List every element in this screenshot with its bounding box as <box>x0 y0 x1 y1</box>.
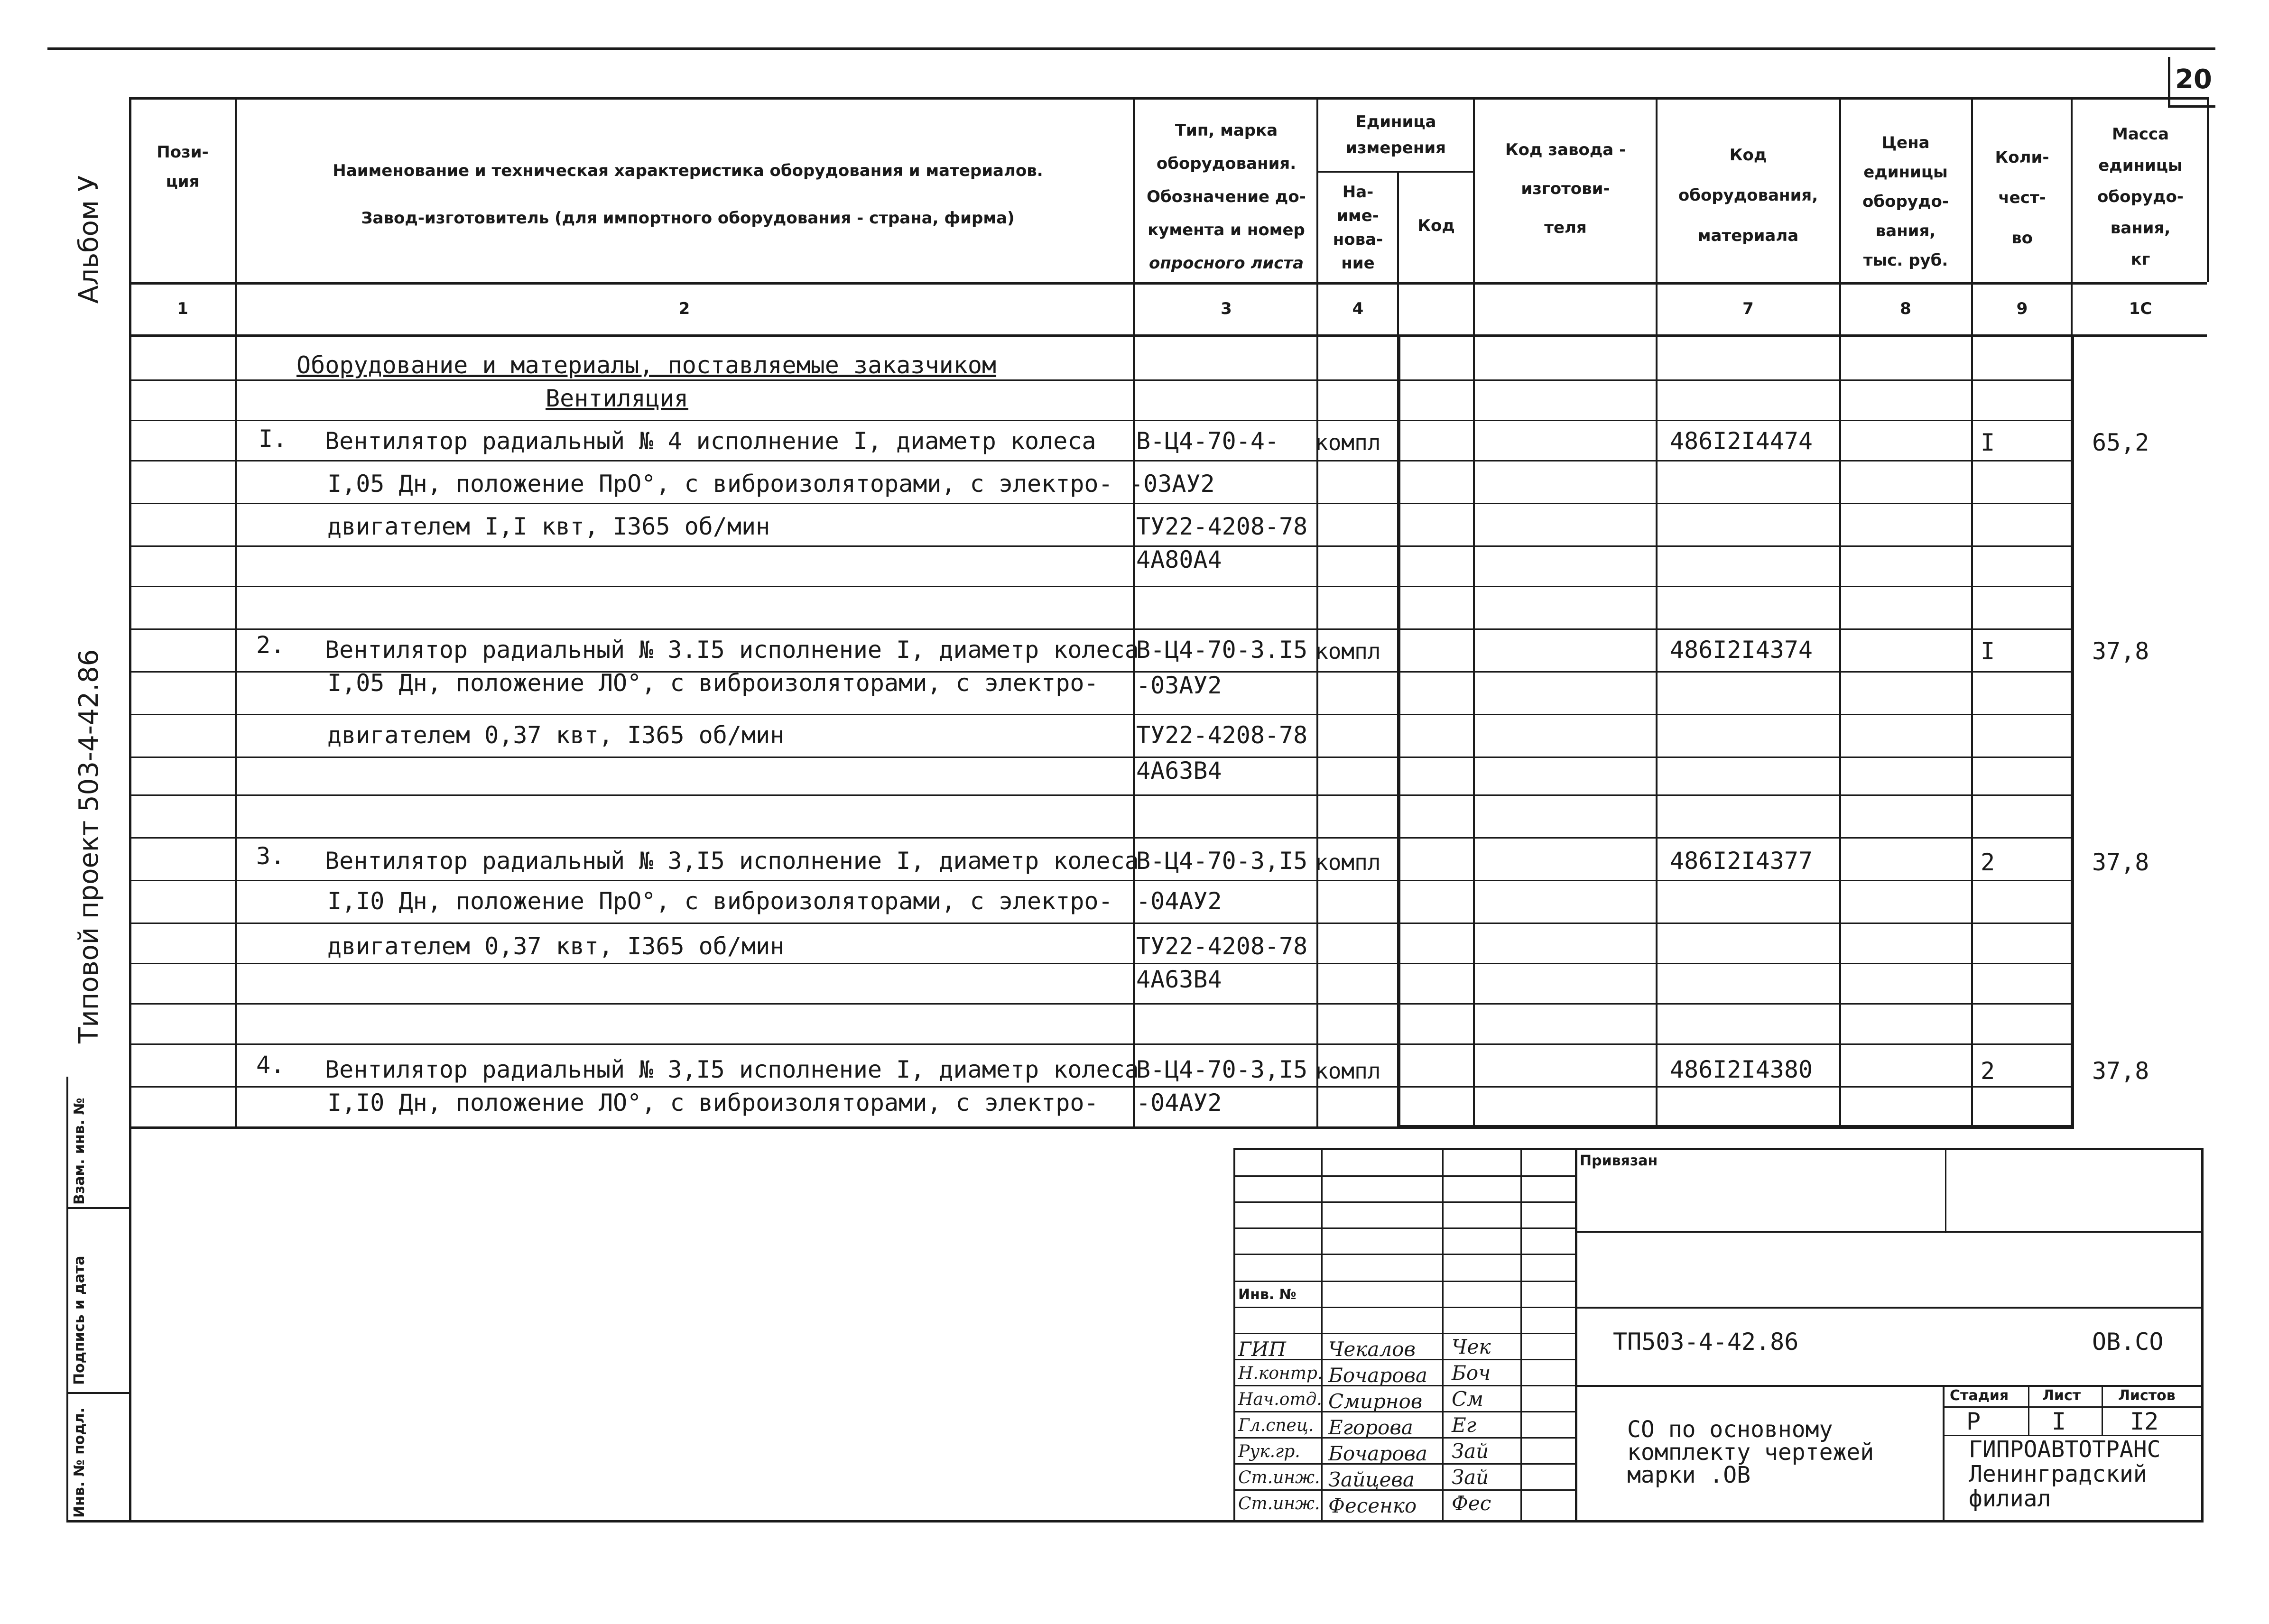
col-sep-8 <box>1971 97 1973 1129</box>
colnum-3: 3 <box>1221 299 1232 318</box>
hdr-unit-l2: измерения <box>1346 138 1446 157</box>
item-qty: 2 <box>1981 849 1995 876</box>
row-line <box>129 757 2072 758</box>
row-line <box>129 794 2072 796</box>
hdr-unit-group <box>1319 109 1473 161</box>
doc-description-line: комплекту чертежей <box>1627 1439 1874 1466</box>
tb-tied-bottom <box>1575 1231 2204 1233</box>
item-desc-line: I,I0 Дн, положение ЛО°, с виброизоляторами, с электро- <box>327 1089 1099 1116</box>
hdr-type-l3: Обозначение до- <box>1147 187 1306 206</box>
signer-signature: Фес <box>1452 1492 1491 1515</box>
item-type-line: В-Ц4-70-3,I5 <box>1136 847 1308 875</box>
hdr-type-l2: оборудования. <box>1156 154 1297 173</box>
tb-inv-label: Инв. № <box>1238 1286 1297 1303</box>
hdr-qty-l2: чест- <box>1998 188 2046 207</box>
tb-left <box>1233 1148 1235 1522</box>
hdr-unit-name-l3: нова- <box>1333 230 1383 249</box>
unit-sub-line <box>1316 171 1473 173</box>
item-desc-line: I,05 Дн, положение ЛО°, с виброизоляторами, с электро- <box>327 669 1099 697</box>
signer-role: Н.контр. <box>1238 1364 1323 1383</box>
section-subtitle: Вентиляция <box>546 385 689 412</box>
tb-tied-sep <box>1945 1148 1946 1233</box>
hdr-name-l2: Завод-изготовитель (для импортного оборудования - страна, фирма) <box>361 209 1015 228</box>
item-type-line: ТУ22-4208-78 <box>1136 721 1308 749</box>
hdr-price-l4: вания, <box>1875 221 1936 240</box>
hdr-price-l2: единицы <box>1863 163 1948 182</box>
album-label: Альбом У <box>74 175 104 304</box>
doc-description <box>1627 1418 1874 1486</box>
heavy-block-left <box>1397 337 1400 1129</box>
hdr-unit-name-l4: ние <box>1341 254 1375 273</box>
stamp-sep-2 <box>66 1392 130 1394</box>
signer-signature: Боч <box>1452 1361 1491 1384</box>
doc-code: ТП503-4-42.86 <box>1613 1328 1799 1356</box>
hdr-equip-l2: оборудования, <box>1678 186 1818 205</box>
signer-signature: Зай <box>1452 1439 1489 1463</box>
colnum-1: 1 <box>177 299 188 318</box>
hdr-mass-l5: кг <box>2130 250 2150 269</box>
tb-row <box>1233 1333 1575 1334</box>
signer-name: Бочарова <box>1328 1442 1427 1465</box>
row-line <box>129 714 2072 715</box>
item-type-line: -04АУ2 <box>1136 1089 1222 1116</box>
item-desc-line: Вентилятор радиальный № 3.I5 исполнение I, диаметр колеса <box>325 636 1139 664</box>
signer-role: Нач.отд. <box>1238 1390 1322 1409</box>
row-line <box>129 1086 2072 1088</box>
hdr-factory-l1: Код завода - <box>1505 140 1626 159</box>
tb-row <box>1233 1201 1575 1203</box>
hdr-type-l1: Тип, марка <box>1175 121 1278 140</box>
row-line <box>129 503 2072 504</box>
item-unit: компл <box>1315 638 1381 664</box>
item-type-line: -03АУ2 <box>1136 672 1222 699</box>
hdr-name-l1: Наименование и техническая характеристика оборудования и материалов. <box>333 161 1043 180</box>
row-line <box>129 460 2072 461</box>
signer-name: Егорова <box>1328 1416 1413 1439</box>
signer-role: Гл.спец. <box>1238 1416 1314 1435</box>
colnum-9: 9 <box>2016 299 2028 318</box>
item-position: 4. <box>256 1051 285 1079</box>
hdr-mass-l1: Масса <box>2112 125 2169 144</box>
tb-tied-label: Привязан <box>1580 1153 1658 1169</box>
signer-role: Ст.инж. <box>1238 1494 1320 1513</box>
item-type-line: 4А63В4 <box>1136 966 1222 993</box>
item-type-line: ТУ22-4208-78 <box>1136 513 1308 540</box>
colnum-2: 2 <box>678 299 690 318</box>
signer-name: Бочарова <box>1328 1364 1427 1387</box>
tb-org-sep <box>1943 1385 1945 1522</box>
colnum-8: 8 <box>1900 299 1911 318</box>
hdr-mass-l2: единицы <box>2098 156 2183 175</box>
org-line: филиал <box>1969 1486 2051 1512</box>
hdr-quantity <box>1973 138 2071 258</box>
row-line <box>129 923 2072 924</box>
row-line <box>129 586 2072 587</box>
hdr-type-l5: опросного листа <box>1148 254 1304 273</box>
signer-signature: Ег <box>1452 1413 1476 1437</box>
doc-description-line: СО по основному <box>1627 1416 1833 1443</box>
item-desc-line: Вентилятор радиальный № 4 исполнение I, диаметр колеса <box>325 427 1096 455</box>
item-qty: I <box>1981 429 1995 456</box>
tb-stage-sep-1 <box>2028 1385 2029 1435</box>
sheet-value: I <box>2052 1408 2066 1435</box>
tb-code-bottom <box>1575 1385 2204 1387</box>
signer-signature: Чек <box>1452 1335 1491 1358</box>
item-type-line: ТУ22-4208-78 <box>1136 932 1308 960</box>
row-line <box>129 1043 2072 1045</box>
signer-name: Фесенко <box>1328 1494 1417 1517</box>
hdr-unit-l1: Единица <box>1355 112 1436 131</box>
page-number: 20 <box>2175 64 2212 95</box>
row-line <box>129 837 2072 839</box>
numbers-bottom <box>129 334 2207 337</box>
hdr-price-l5: тыс. руб. <box>1863 251 1948 270</box>
left-frame-line <box>129 97 131 1522</box>
item-desc-line: I,05 Дн, положение ПрО°, с виброизоляторами, с электро- <box>327 470 1113 498</box>
hdr-unit-name-l1: На- <box>1342 183 1374 202</box>
item-desc-line: I,I0 Дн, положение ПрО°, с виброизоляторами, с электро- <box>327 887 1113 915</box>
col-sep-3 <box>1316 97 1318 1129</box>
hdr-type-l4: кумента и номер <box>1148 221 1305 240</box>
signer-signature: См <box>1452 1387 1483 1411</box>
item-desc-line: Вентилятор радиальный № 3,I5 исполнение I, диаметр колеса <box>325 847 1139 875</box>
hdr-qty-l3: во <box>2011 229 2033 248</box>
tb-row <box>1233 1227 1575 1229</box>
tb-mid <box>1575 1148 1577 1522</box>
colnum-4: 4 <box>1352 299 1364 318</box>
sheet-label: Лист <box>2042 1387 2081 1404</box>
hdr-position-l1: Пози- <box>157 143 209 162</box>
hdr-qty-l1: Коли- <box>1995 148 2049 167</box>
item-position: 3. <box>256 842 285 870</box>
hdr-position <box>142 138 223 196</box>
item-type-line: 4А63В4 <box>1136 757 1222 784</box>
item-mass: 65,2 <box>2092 429 2149 456</box>
item-code: 486I2I4374 <box>1670 636 1813 664</box>
tb-sub-1 <box>1321 1148 1323 1522</box>
row-line <box>129 628 2072 630</box>
item-code: 486I2I4377 <box>1670 847 1813 875</box>
tb-row <box>1233 1281 1575 1282</box>
item-type-line: В-Ц4-70-3.I5 <box>1136 636 1308 664</box>
row-line <box>129 545 2072 547</box>
hdr-mass <box>2074 119 2207 275</box>
item-qty: 2 <box>1981 1057 1995 1085</box>
stage-value: Р <box>1966 1408 1981 1435</box>
item-desc-line: Вентилятор радиальный № 3,I5 исполнение I, диаметр колеса <box>325 1056 1139 1083</box>
item-unit: компл <box>1315 1058 1381 1084</box>
col-sep-1 <box>235 97 237 1129</box>
bottom-frame <box>66 1520 2204 1522</box>
col-sep-2 <box>1133 97 1135 1129</box>
header-bottom <box>129 282 2207 285</box>
hdr-mass-l4: вания, <box>2110 219 2171 238</box>
colnum-7: 7 <box>1742 299 1754 318</box>
hdr-equipment-code <box>1658 135 1838 256</box>
hdr-price-l1: Цена <box>1881 133 1930 152</box>
left-stamp-line <box>66 1077 68 1522</box>
colnum-10: 1С <box>2129 299 2152 318</box>
tb-row <box>1233 1307 1575 1308</box>
col-sep-10 <box>2207 97 2209 282</box>
hdr-equip-l3: материала <box>1697 226 1799 245</box>
item-type-line: 4А80А4 <box>1136 546 1222 573</box>
stamp-sep-1 <box>66 1207 130 1209</box>
item-type-line: -04АУ2 <box>1136 887 1222 915</box>
col-sep-6 <box>1656 97 1658 1129</box>
signer-name: Чекалов <box>1328 1338 1416 1361</box>
tb-stage-sep-2 <box>2102 1385 2103 1435</box>
signer-name: Зайцева <box>1328 1468 1415 1491</box>
item-type-line: В-Ц4-70-3,I5 <box>1136 1056 1308 1083</box>
item-qty: I <box>1981 637 1995 665</box>
tb-sub-3 <box>1520 1148 1522 1522</box>
tb-row <box>1233 1254 1575 1255</box>
right-frame-line <box>2201 1148 2204 1522</box>
doc-mark: ОВ.СО <box>2092 1328 2164 1356</box>
stamp-inv-podl: Инв. № подл. <box>71 1407 88 1518</box>
heavy-block-bottom <box>1397 1125 2074 1128</box>
row-line <box>129 963 2072 964</box>
col-sep-7 <box>1839 97 1841 1129</box>
item-mass: 37,8 <box>2092 1057 2149 1085</box>
stamp-signature-date: Подпись и дата <box>71 1255 88 1385</box>
row-line <box>129 1003 2072 1005</box>
hdr-equip-l1: Код <box>1729 146 1767 165</box>
hdr-unit-name <box>1319 180 1397 275</box>
item-type-line: В-Ц4-70-4- <box>1136 427 1279 455</box>
tb-row <box>1233 1175 1575 1177</box>
item-desc-line: двигателем 0,37 квт, I365 об/мин <box>327 721 785 749</box>
item-position: I. <box>259 425 287 452</box>
item-mass: 37,8 <box>2092 637 2149 665</box>
hdr-mass-l3: оборудо- <box>2097 187 2184 206</box>
hdr-price-l3: оборудо- <box>1862 192 1949 211</box>
item-code: 486I2I4474 <box>1670 427 1813 455</box>
item-unit: компл <box>1315 849 1381 875</box>
item-unit: компл <box>1315 430 1381 455</box>
hdr-unit-name-l2: име- <box>1337 206 1379 225</box>
tb-code-top <box>1575 1307 2204 1309</box>
stage-label: Стадия <box>1950 1387 2009 1404</box>
tb-stage-label-bottom <box>1943 1406 2204 1408</box>
hdr-type <box>1136 114 1316 280</box>
heavy-block-right <box>2071 337 2074 1129</box>
signer-role: Рук.гр. <box>1238 1442 1300 1461</box>
signer-name: Смирнов <box>1328 1390 1423 1413</box>
signer-role: ГИП <box>1238 1338 1287 1361</box>
stamp-vzam-inv: Взам. инв. № <box>71 1098 88 1205</box>
hdr-factory-code <box>1475 130 1656 247</box>
hdr-factory-l3: теля <box>1544 218 1587 237</box>
top-border <box>47 47 2215 50</box>
signer-signature: Зай <box>1452 1466 1489 1489</box>
signer-role: Ст.инж. <box>1238 1468 1320 1487</box>
tb-top <box>1233 1148 2204 1150</box>
item-type-line: -03АУ2 <box>1129 470 1215 498</box>
hdr-unit-code: Код <box>1417 216 1455 235</box>
item-code: 486I2I4380 <box>1670 1056 1813 1083</box>
row-line <box>129 880 2072 881</box>
org-line: ГИПРОАВТОТРАНС <box>1969 1436 2161 1463</box>
item-mass: 37,8 <box>2092 849 2149 876</box>
row-line <box>129 379 2072 381</box>
hdr-factory-l2: изготови- <box>1521 179 1610 198</box>
hdr-name <box>247 147 1129 242</box>
item-desc-line: двигателем 0,37 квт, I365 об/мин <box>327 932 785 960</box>
organization <box>1969 1437 2161 1511</box>
col-sep-5 <box>1473 97 1475 1129</box>
item-position: 2. <box>256 631 285 659</box>
sheets-label: Листов <box>2118 1387 2176 1404</box>
hdr-position-l2: ция <box>166 172 200 191</box>
org-line: Ленинградский <box>1969 1461 2147 1487</box>
sheets-value: I2 <box>2130 1408 2159 1435</box>
table-top <box>129 97 2207 100</box>
item-desc-line: двигателем I,I квт, I365 об/мин <box>327 513 770 540</box>
doc-description-line: марки .ОВ <box>1627 1462 1751 1488</box>
hdr-price <box>1842 128 1970 275</box>
tb-sub-2 <box>1442 1148 1444 1522</box>
section-title: Оборудование и материалы, поставляемые заказчиком <box>296 351 997 379</box>
project-label: Типовой проект 503-4-42.86 <box>74 649 104 1043</box>
row-line <box>129 420 2072 421</box>
